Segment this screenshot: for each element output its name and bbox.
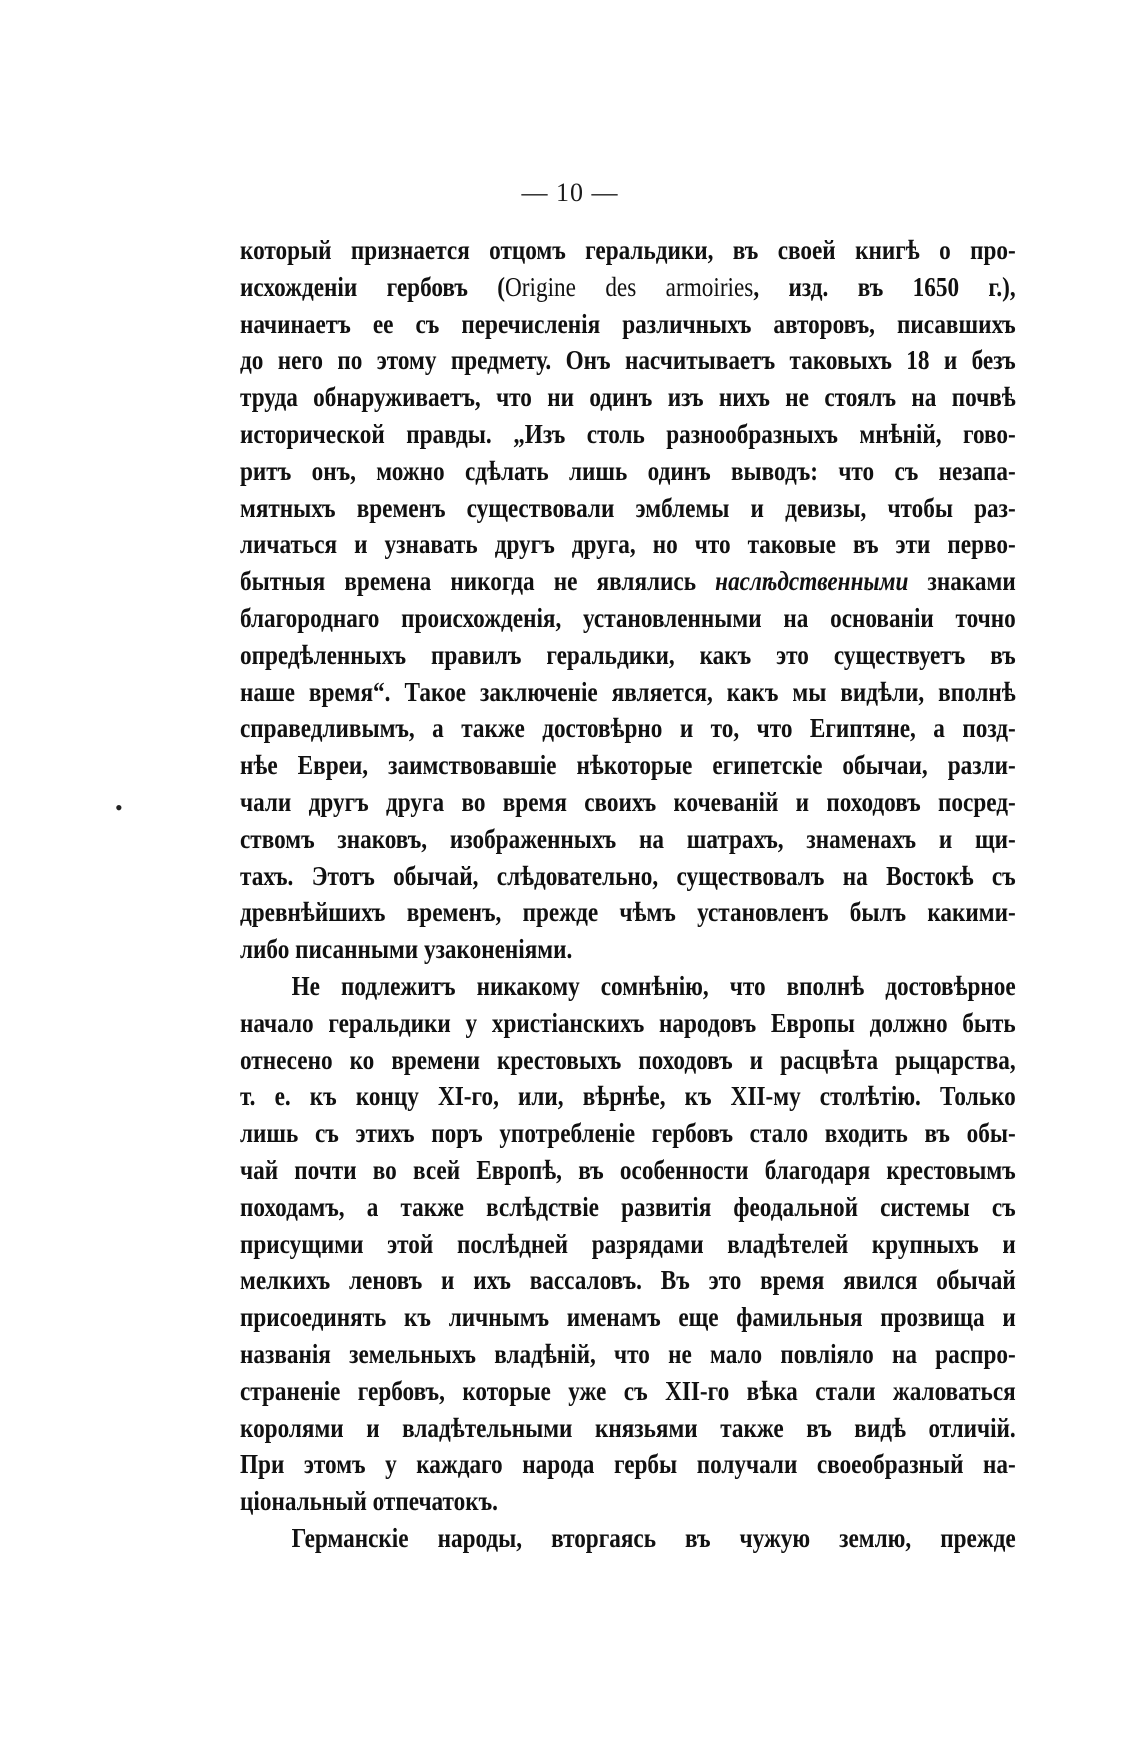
text-segment: бытныя времена никогда не являлись [240, 566, 716, 597]
text-segment: знаками [908, 566, 1016, 597]
text-line: древнѣйшихъ временъ, прежде чѣмъ установленъ былъ какими- [240, 897, 1016, 928]
italic-text: наслѣдственными [715, 566, 909, 597]
text-segment: исхожденіи гербовъ ( [240, 271, 506, 302]
text-line: мятныхъ временъ существовали эмблемы и девизы, чтобы раз- [240, 492, 1016, 523]
text-line: Не подлежитъ никакому сомнѣнію, что вполнѣ достовѣрное [291, 970, 1016, 1001]
text-line: походамъ, а также вслѣдствіе развитія феодальной системы съ [240, 1191, 1016, 1222]
text-line: т. е. къ концу XI-го, или, вѣрнѣе, къ XII-му столѣтію. Только [240, 1081, 1016, 1112]
text-line: до него по этому предмету. Онъ насчитываетъ таковыхъ 18 и безъ [240, 345, 1016, 376]
text-line: чай почти во всей Европѣ, въ особенности благодаря крестовымъ [240, 1154, 1016, 1185]
text-line: начинаетъ ее съ перечисленія различныхъ авторовъ, писавшихъ [240, 308, 1016, 339]
text-line: Германскіе народы, вторгаясь въ чужую землю, прежде [291, 1522, 1016, 1553]
text-line: присущими этой послѣдней разрядами владѣтелей крупныхъ и [240, 1228, 1016, 1259]
text-line: страненіе гербовъ, которые уже съ XII-го вѣка стали жаловаться [240, 1375, 1016, 1406]
text-line: ціональный отпечатокъ. [240, 1486, 498, 1517]
text-segment: , изд. въ 1650 г.), [753, 271, 1016, 302]
text-line: наше время“. Такое заключеніе является, какъ мы видѣли, вполнѣ [240, 676, 1016, 707]
text-line [240, 563, 1016, 600]
latin-title-text: Origine des armoiries [505, 271, 754, 302]
body-text [240, 232, 1016, 1557]
text-line: исторической правды. „Изъ столь разнообразныхъ мнѣній, гово- [240, 418, 1016, 449]
text-line: ствомъ знаковъ, изображенныхъ на шатрахъ, знаменахъ и щи- [240, 823, 1016, 854]
text-line: ритъ онъ, можно сдѣлать лишь одинъ выводъ: что съ незапа- [240, 455, 1016, 486]
text-line: либо писанными узаконеніями. [240, 934, 573, 965]
text-line: королями и владѣтельными князьями также въ видѣ отличій. [240, 1412, 1016, 1443]
text-line: справедливымъ, а также достовѣрно и то, что Египтяне, а позд- [240, 713, 1016, 744]
text-line: благороднаго происхожденія, установленными на основаніи точно [240, 602, 1016, 633]
text-line: личаться и узнавать другъ друга, но что таковые въ эти перво- [240, 529, 1016, 560]
text-line: опредѣленныхъ правилъ геральдики, какъ это существуетъ въ [240, 639, 1016, 670]
text-line: труда обнаруживаетъ, что ни одинъ изъ нихъ не стоялъ на почвѣ [240, 382, 1016, 413]
text-line: лишь съ этихъ поръ употребленіе гербовъ стало входить въ обы- [240, 1118, 1016, 1149]
text-line: отнесено ко времени крестовыхъ походовъ и расцвѣта рыцарства, [240, 1044, 1016, 1075]
text-line: присоединять къ личнымъ именамъ еще фамильныя прозвища и [240, 1302, 1016, 1333]
text-line: нѣе Евреи, заимствовавшіе нѣкоторые египетскіе обычаи, разли- [240, 750, 1016, 781]
text-line: названія земельныхъ владѣній, что не мало повліяло на распро- [240, 1338, 1016, 1369]
page-number: — 10 — [521, 178, 619, 207]
stray-mark: • [115, 795, 123, 820]
text-line [240, 269, 1016, 306]
text-line: мелкихъ леновъ и ихъ вассаловъ. Въ это время явился обычай [240, 1265, 1016, 1296]
text-line: чали другъ друга во время своихъ кочеваній и походовъ посред- [240, 786, 1016, 817]
text-line: При этомъ у каждаго народа гербы получали своеобразный на- [240, 1449, 1016, 1480]
text-line: который признается отцомъ геральдики, въ своей книгѣ о про- [240, 235, 1016, 265]
text-line: начало геральдики у христіанскихъ народовъ Европы должно быть [240, 1007, 1016, 1038]
text-line: тахъ. Этотъ обычай, слѣдовательно, существовалъ на Востокѣ съ [240, 860, 1016, 891]
